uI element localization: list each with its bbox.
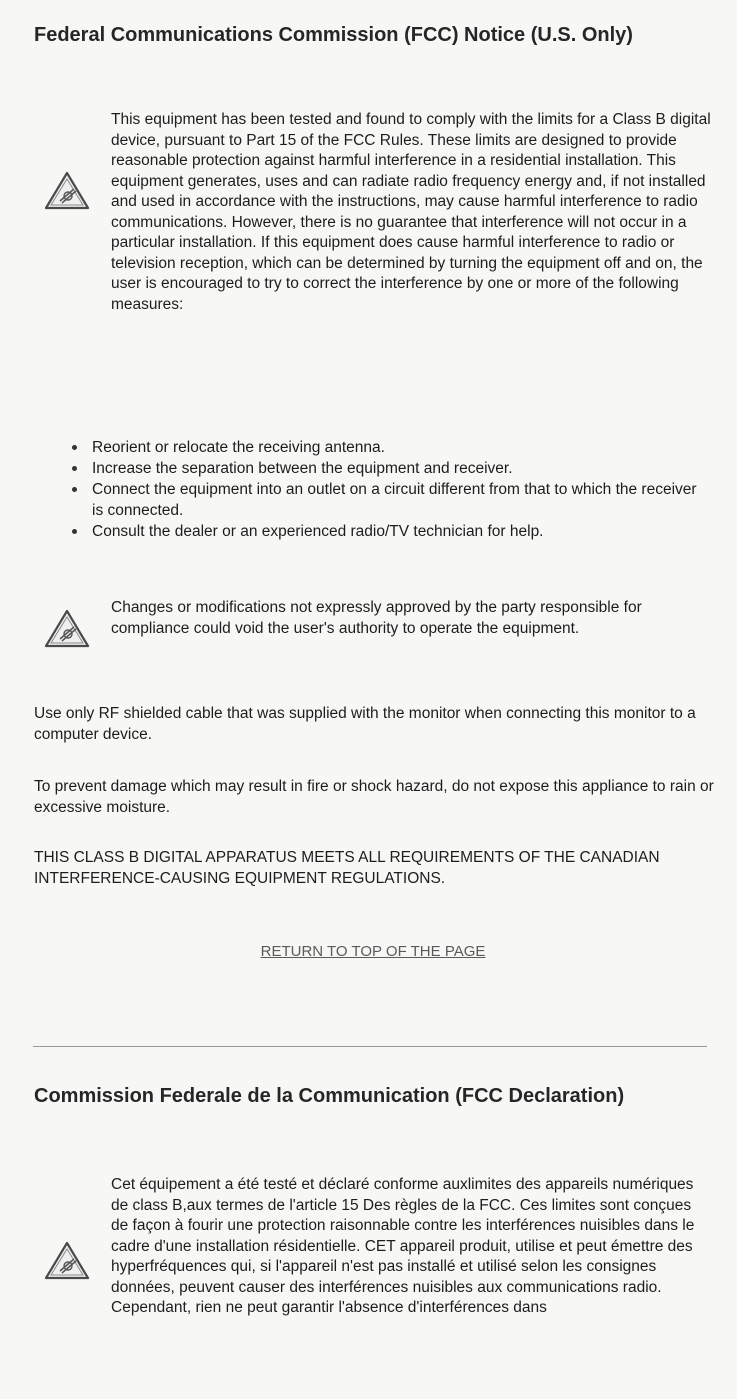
list-item: Consult the dealer or an experienced radio/TV technician for help. — [0, 521, 712, 542]
page-cutoff — [0, 1380, 737, 1399]
moisture-note: To prevent damage which may result in fire or shock hazard, do not expose this appliance to rain or excessive moisture. — [34, 778, 714, 816]
list-item: Connect the equipment into an outlet on a circuit different from that to which the receiver is connected. — [0, 479, 712, 521]
shielded-cable-note: Use only RF shielded cable that was supplied with the monitor when connecting this monitor to a computer device. — [34, 705, 696, 743]
caution-triangle-icon — [43, 608, 91, 650]
return-to-top-link[interactable]: RETURN TO TOP OF THE PAGE — [260, 943, 486, 960]
list-item: Increase the separation between the equipment and receiver. — [0, 458, 712, 479]
fcc-warning-text: This equipment has been tested and found to comply with the limits for a Class B digital device, pursuant to Part 15 of the FCC Rules. These limits are designed to provide reasonable protection against harmful interference in a residential installation. This equipment generates, uses and can radiate radio frequency energy and, if not installed and used in accordance with the instructions, may cause harmful interference to radio communications. However, there is no guarantee that interference will not occur in a particular installation. If this equipment does cause harmful interference to radio or television reception, which can be determined by turning the equipment off and on, the user is encouraged to try to correct the interference by one or more of the following measures: — [111, 111, 711, 313]
fcc-declaration-heading: Commission Federale de la Communication (FCC Declaration) — [34, 1085, 625, 1107]
list-item: Reorient or relocate the receiving antenna. — [0, 437, 712, 458]
caution-triangle-icon — [43, 1240, 91, 1282]
fcc-notice-heading: Federal Communications Commission (FCC) Notice (U.S. Only) — [34, 24, 633, 46]
canadian-statement: THIS CLASS B DIGITAL APPARATUS MEETS ALL REQUIREMENTS OF THE CANADIAN INTERFERENCE-CAUSING EQUIPMENT REGULATIONS. — [34, 849, 660, 887]
fcc-declaration-text: Cet équipement a été testé et déclaré conforme auxlimites des appareils numériques de class B,aux termes de l'article 15 Des règles de la FCC. Ces limites sont conçues de façon à fourir une protection raisonnable contre les interférences nuisibles dans le cadre d'une installation résidentielle. CET appareil produit, utilise et peut émettre des hyperfréquences qui, si l'appareil n'est pas installé et utilisé selon les consignes données, peuvent causer des interférences nuisibles aux communications radio. Cependant, rien ne peut garantir l'absence d'interférences dans — [111, 1176, 695, 1316]
section-divider — [33, 1046, 707, 1047]
modifications-warning-text: Changes or modifications not expressly approved by the party responsible for compliance could void the user's authority to operate the equipment. — [111, 599, 642, 637]
measures-list — [0, 437, 737, 542]
caution-triangle-icon — [43, 170, 91, 212]
